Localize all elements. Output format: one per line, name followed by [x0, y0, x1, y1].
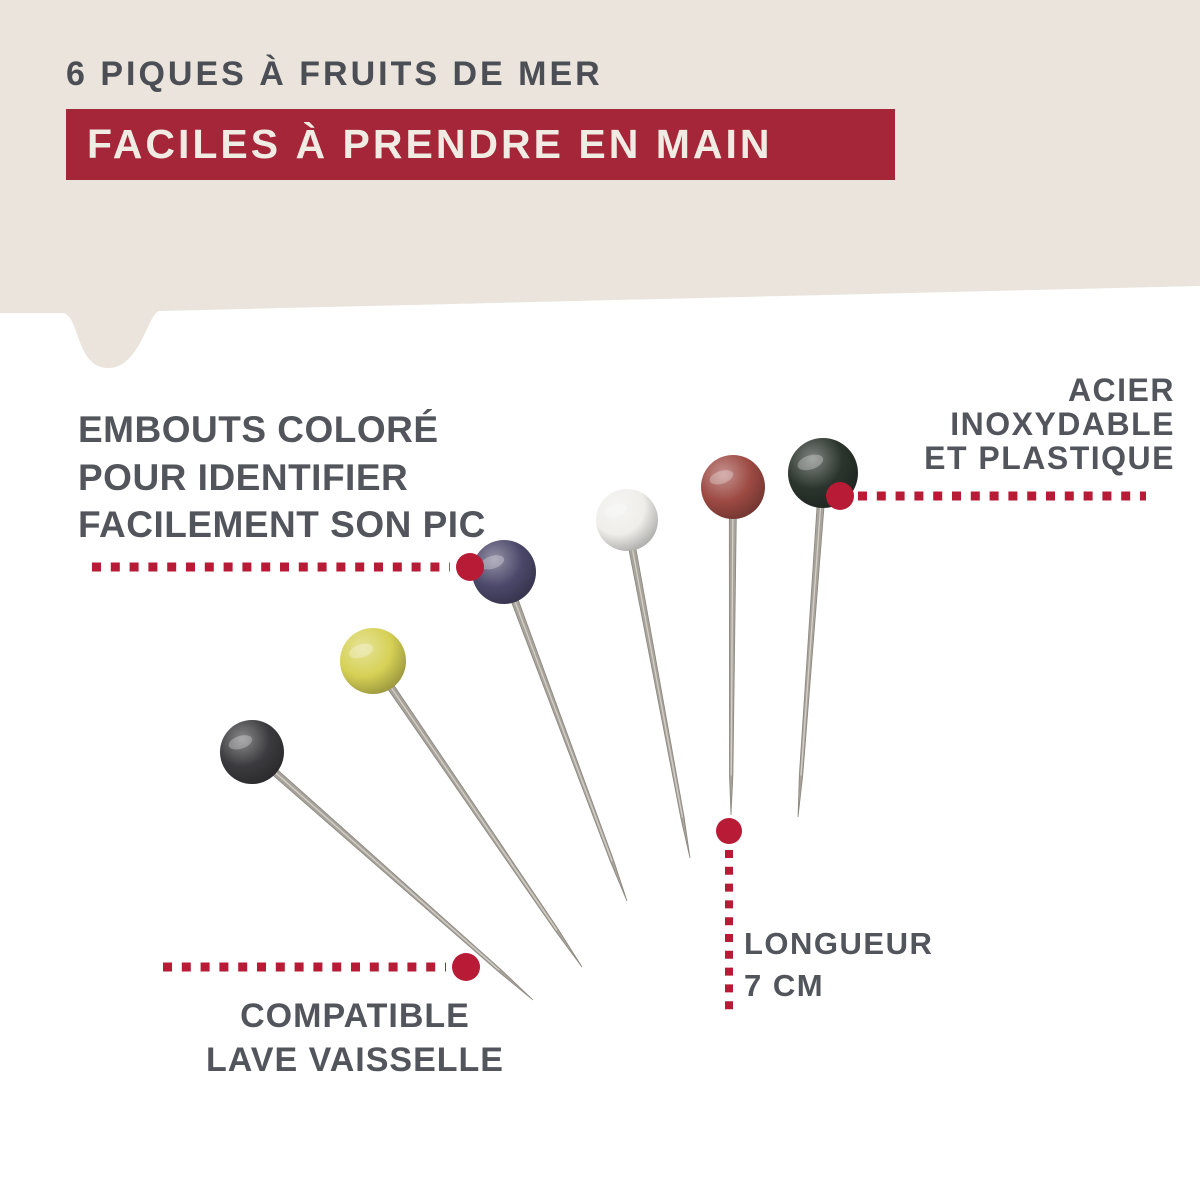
banner-strip	[66, 109, 895, 180]
callout-line: LONGUEUR	[744, 926, 934, 961]
pin-head	[701, 455, 765, 519]
callout-line: POUR IDENTIFIER	[78, 456, 409, 498]
callout-line: ACIER	[1067, 372, 1175, 408]
leader-endpoint-dot	[456, 553, 484, 581]
callout-dishwasher	[145, 995, 565, 1082]
banner-text: FACILES À PRENDRE EN MAIN	[87, 121, 773, 167]
callout-material	[924, 374, 1175, 475]
page-title: 6 PIQUES À FRUITS DE MER	[66, 55, 603, 93]
pin-head	[340, 628, 406, 694]
callout-line: LAVE VAISSELLE	[205, 1040, 504, 1079]
callout-colored-tips	[78, 406, 486, 549]
needle-highlight	[510, 589, 612, 862]
callout-line: COMPATIBLE	[240, 997, 470, 1035]
pin-head	[596, 489, 658, 551]
callout-line: 7 CM	[744, 968, 825, 1003]
white-pin	[596, 489, 690, 858]
callout-length	[744, 923, 933, 1007]
needle-highlight	[630, 537, 682, 817]
callout-line: FACILEMENT SON PIC	[78, 504, 486, 545]
callout-line: INOXYDABLE	[950, 405, 1175, 442]
length-leader	[716, 818, 742, 1016]
leader-endpoint-dot	[716, 818, 742, 844]
callout-line: EMBOUTS COLORÉ	[78, 409, 439, 450]
needle-highlight	[801, 492, 822, 775]
colored-tips-leader	[92, 553, 484, 581]
dishwasher-leader	[163, 953, 480, 981]
material-leader	[826, 482, 1146, 510]
dark-grey-pin	[220, 720, 533, 1000]
leader-endpoint-dot	[452, 953, 480, 981]
callout-line: ET PLASTIQUE	[924, 439, 1175, 476]
leader-endpoint-dot	[826, 482, 854, 510]
red-pin	[701, 455, 765, 815]
pin-head	[220, 720, 284, 784]
navy-pin	[472, 540, 627, 901]
